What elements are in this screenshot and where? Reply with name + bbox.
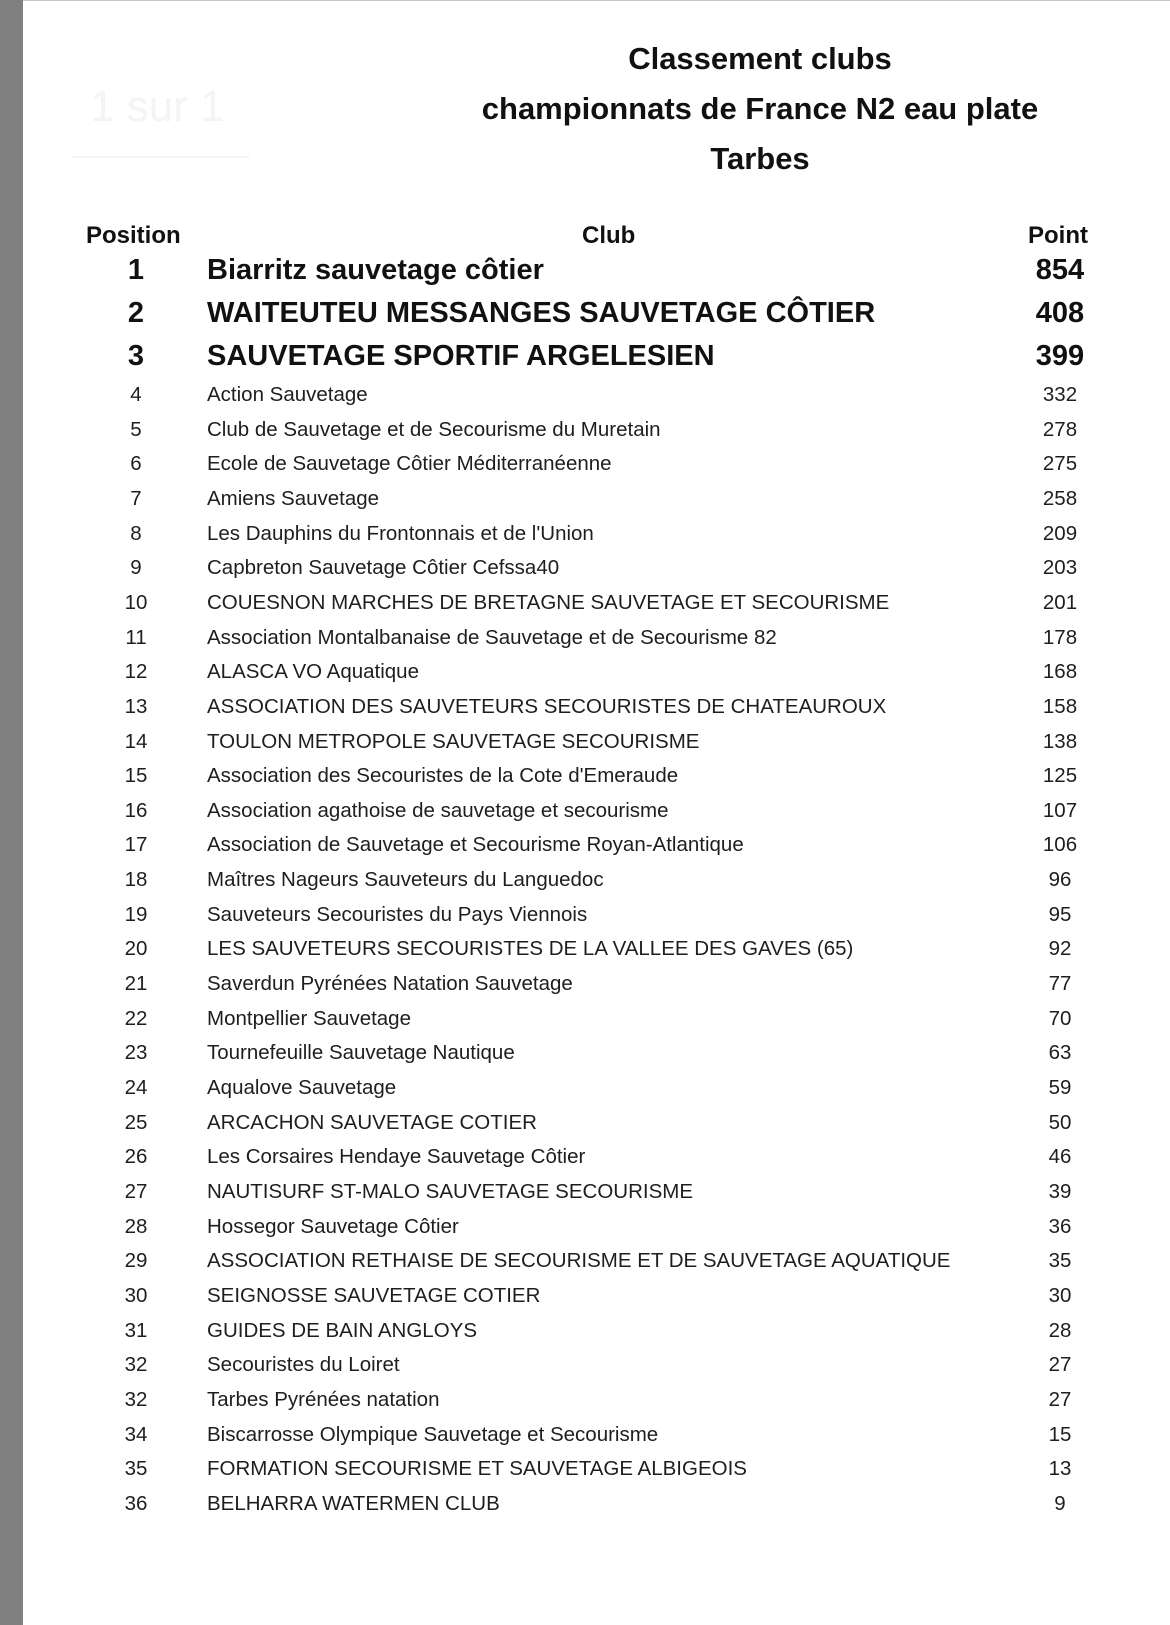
table-row — [0, 1249, 1170, 1279]
row-position: 8 — [130, 521, 142, 545]
row-position: 15 — [124, 764, 148, 788]
column-header-club: Club — [582, 222, 636, 249]
row-position: 25 — [124, 1110, 148, 1134]
row-points: 332 — [1042, 383, 1078, 406]
row-position: 26 — [124, 1145, 148, 1169]
row-points: 275 — [1042, 452, 1078, 476]
row-points: 399 — [1035, 340, 1085, 372]
page-indicator: 1 sur 1 — [90, 82, 225, 131]
row-position: 21 — [124, 972, 148, 996]
row-position: 31 — [124, 1318, 148, 1342]
row-club-name: Amiens Sauvetage — [207, 486, 380, 510]
table-row — [0, 833, 1170, 863]
table-row — [0, 487, 1170, 517]
document-title — [420, 34, 1100, 184]
table-row — [0, 1319, 1170, 1349]
row-club-name: Association de Sauvetage et Secourisme Royan-Atlantique — [207, 833, 744, 857]
row-club-name: BELHARRA WATERMEN CLUB — [207, 1491, 500, 1515]
row-club-name: FORMATION SECOURISME ET SAUVETAGE ALBIGEOIS — [207, 1457, 747, 1481]
row-position: 7 — [130, 486, 142, 510]
table-row — [0, 254, 1170, 284]
row-club-name: Biarritz sauvetage côtier — [207, 254, 544, 286]
row-points: 13 — [1048, 1457, 1072, 1481]
row-position: 14 — [124, 729, 148, 753]
table-row — [0, 1111, 1170, 1141]
row-position: 29 — [124, 1249, 148, 1273]
row-position: 16 — [124, 798, 148, 822]
table-row — [0, 556, 1170, 586]
row-points: 408 — [1035, 297, 1085, 329]
row-points: 39 — [1048, 1179, 1072, 1203]
row-points: 70 — [1048, 1006, 1072, 1030]
row-points: 77 — [1048, 972, 1072, 996]
table-row — [0, 660, 1170, 690]
row-club-name: GUIDES DE BAIN ANGLOYS — [207, 1318, 477, 1342]
row-position: 13 — [124, 694, 148, 718]
row-points: 9 — [1054, 1491, 1066, 1515]
row-points: 92 — [1048, 937, 1072, 961]
page-top-border — [23, 0, 1170, 1]
table-row — [0, 1180, 1170, 1210]
table-row — [0, 937, 1170, 967]
row-club-name: Association agathoise de sauvetage et secourisme — [207, 798, 669, 822]
table-row — [0, 1041, 1170, 1071]
table-row — [0, 383, 1170, 413]
row-club-name: Association des Secouristes de la Cote d'Emeraude — [207, 764, 679, 788]
row-club-name: LES SAUVETEURS SECOURISTES DE LA VALLEE DES GAVES (65) — [207, 937, 854, 961]
row-points: 209 — [1042, 521, 1078, 545]
row-position: 34 — [124, 1422, 148, 1446]
row-points: 15 — [1048, 1422, 1072, 1446]
row-position: 24 — [124, 1076, 148, 1099]
table-row — [0, 1145, 1170, 1175]
row-club-name: Ecole de Sauvetage Côtier Méditerranéenne — [207, 452, 612, 476]
row-points: 168 — [1042, 660, 1078, 684]
row-points: 50 — [1048, 1110, 1072, 1134]
table-row — [0, 1007, 1170, 1037]
row-club-name: Saverdun Pyrénées Natation Sauvetage — [207, 972, 573, 996]
page-indicator-underline — [72, 156, 250, 158]
table-row — [0, 1284, 1170, 1314]
row-club-name: Hossegor Sauvetage Côtier — [207, 1214, 459, 1238]
row-club-name: Tarbes Pyrénées natation — [207, 1387, 440, 1411]
row-club-name: Capbreton Sauvetage Côtier Cefssa40 — [207, 556, 560, 580]
row-club-name: ASSOCIATION DES SAUVETEURS SECOURISTES DE CHATEAUROUX — [207, 694, 887, 718]
row-club-name: Montpellier Sauvetage — [207, 1006, 411, 1030]
table-row — [0, 418, 1170, 448]
row-points: 106 — [1042, 833, 1078, 857]
row-points: 138 — [1042, 729, 1078, 753]
table-row — [0, 1215, 1170, 1245]
table-row — [0, 730, 1170, 760]
row-points: 27 — [1048, 1387, 1072, 1411]
row-club-name: SAUVETAGE SPORTIF ARGELESIEN — [207, 340, 715, 372]
row-position: 2 — [127, 297, 145, 329]
row-position: 1 — [127, 254, 145, 286]
row-club-name: WAITEUTEU MESSANGES SAUVETAGE CÔTIER — [207, 297, 876, 329]
row-club-name: ASSOCIATION RETHAISE DE SECOURISME ET DE SAUVETAGE AQUATIQUE — [207, 1249, 951, 1273]
row-position: 22 — [124, 1006, 148, 1030]
row-points: 63 — [1048, 1041, 1072, 1065]
table-row — [0, 868, 1170, 898]
row-position: 20 — [124, 937, 148, 961]
row-club-name: Sauveteurs Secouristes du Pays Viennois — [207, 902, 588, 926]
row-position: 17 — [124, 833, 148, 857]
table-row — [0, 1353, 1170, 1383]
row-position: 23 — [124, 1041, 148, 1065]
row-club-name: Les Corsaires Hendaye Sauvetage Côtier — [207, 1145, 586, 1169]
table-row — [0, 695, 1170, 725]
row-position: 18 — [124, 868, 148, 892]
row-points: 178 — [1042, 625, 1078, 649]
row-club-name: Maîtres Nageurs Sauveteurs du Languedoc — [207, 868, 604, 892]
row-position: 12 — [124, 660, 148, 684]
table-row — [0, 452, 1170, 482]
row-club-name: Tournefeuille Sauvetage Nautique — [207, 1041, 515, 1065]
row-club-name: TOULON METROPOLE SAUVETAGE SECOURISME — [207, 729, 700, 753]
row-club-name: Action Sauvetage — [207, 383, 368, 406]
row-club-name: ARCACHON SAUVETAGE COTIER — [207, 1110, 537, 1134]
row-points: 35 — [1048, 1249, 1072, 1273]
row-points: 203 — [1042, 556, 1078, 580]
row-club-name: NAUTISURF ST-MALO SAUVETAGE SECOURISME — [207, 1179, 693, 1203]
row-position: 6 — [130, 452, 142, 476]
row-points: 107 — [1042, 798, 1078, 822]
row-position: 30 — [124, 1283, 148, 1307]
table-row — [0, 799, 1170, 829]
table-row — [0, 1076, 1170, 1106]
table-row — [0, 340, 1170, 370]
row-position: 28 — [124, 1214, 148, 1238]
row-position: 5 — [130, 417, 142, 441]
table-row — [0, 1423, 1170, 1453]
row-points: 27 — [1048, 1353, 1072, 1377]
row-points: 59 — [1048, 1076, 1072, 1099]
row-club-name: Club de Sauvetage et de Secourisme du Muretain — [207, 417, 661, 441]
row-position: 10 — [124, 590, 148, 614]
table-row — [0, 1388, 1170, 1418]
table-row — [0, 522, 1170, 552]
row-points: 30 — [1048, 1283, 1072, 1307]
table-row — [0, 972, 1170, 1002]
row-club-name: ALASCA VO Aquatique — [207, 660, 419, 684]
row-points: 28 — [1048, 1318, 1072, 1342]
row-position: 4 — [130, 383, 142, 406]
row-points: 258 — [1042, 486, 1078, 510]
title-line-1: Classement clubs — [628, 41, 892, 76]
column-header-position: Position — [86, 222, 181, 249]
row-points: 854 — [1035, 254, 1085, 286]
row-club-name: SEIGNOSSE SAUVETAGE COTIER — [207, 1283, 541, 1307]
row-points: 278 — [1042, 417, 1078, 441]
column-header-point: Point — [1028, 222, 1088, 249]
row-position: 11 — [125, 625, 147, 649]
row-points: 46 — [1048, 1145, 1072, 1169]
row-points: 36 — [1048, 1214, 1072, 1238]
row-points: 158 — [1042, 694, 1078, 718]
row-position: 19 — [124, 902, 148, 926]
row-points: 201 — [1042, 590, 1078, 614]
title-line-3: Tarbes — [710, 141, 810, 176]
row-club-name: Secouristes du Loiret — [207, 1353, 400, 1377]
row-position: 32 — [124, 1387, 148, 1411]
row-position: 3 — [127, 340, 145, 372]
table-row — [0, 1492, 1170, 1522]
row-club-name: Les Dauphins du Frontonnais et de l'Union — [207, 521, 594, 545]
table-row — [0, 591, 1170, 621]
row-points: 96 — [1048, 868, 1072, 892]
title-line-2: championnats de France N2 eau plate — [481, 91, 1039, 126]
row-position: 32 — [124, 1353, 148, 1377]
row-club-name: Association Montalbanaise de Sauvetage et de Secourisme 82 — [207, 625, 777, 649]
table-header — [0, 222, 1170, 252]
row-club-name: COUESNON MARCHES DE BRETAGNE SAUVETAGE ET SECOURISME — [207, 590, 890, 614]
table-row — [0, 297, 1170, 327]
row-club-name: Aqualove Sauvetage — [207, 1076, 397, 1099]
row-position: 35 — [124, 1457, 148, 1481]
table-row — [0, 903, 1170, 933]
table-row — [0, 764, 1170, 794]
row-club-name: Biscarrosse Olympique Sauvetage et Secourisme — [207, 1422, 659, 1446]
row-points: 95 — [1048, 902, 1072, 926]
table-row — [0, 626, 1170, 656]
row-position: 27 — [124, 1179, 148, 1203]
table-row — [0, 1457, 1170, 1487]
row-points: 125 — [1042, 764, 1078, 788]
row-position: 36 — [124, 1491, 148, 1515]
row-position: 9 — [130, 556, 142, 580]
